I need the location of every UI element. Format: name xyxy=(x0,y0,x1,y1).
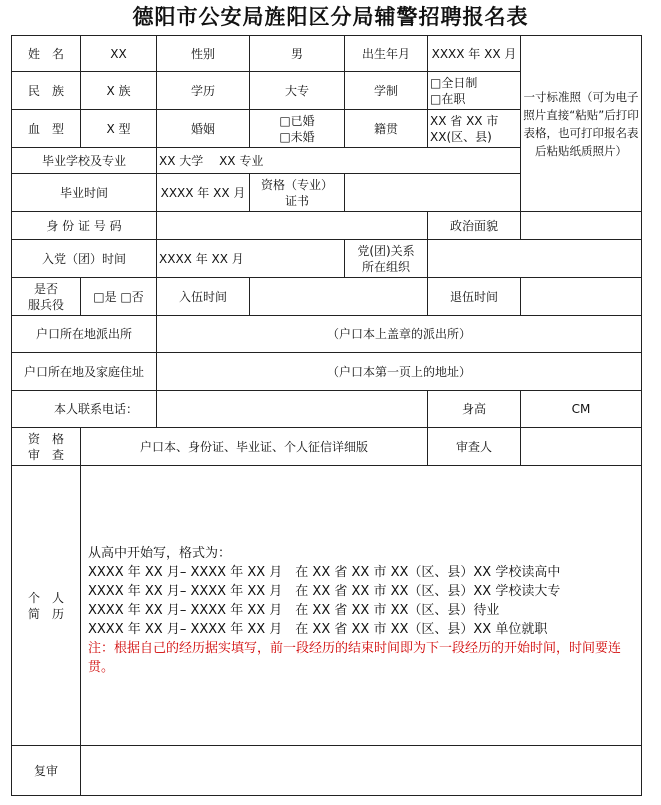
address-label: 户口所在地及家庭住址 xyxy=(12,353,157,391)
police-station-value[interactable]: （户口本上盖章的派出所） xyxy=(157,316,642,353)
parttime-checkbox[interactable]: □在职 xyxy=(430,91,466,106)
political-status-value[interactable] xyxy=(521,212,642,240)
unmarried-checkbox[interactable]: □未婚 xyxy=(279,129,315,144)
form-title: 德阳市公安局旌阳区分局辅警招聘报名表 xyxy=(132,5,529,29)
certificate-label xyxy=(250,174,345,212)
married-checkbox[interactable]: □已婚 xyxy=(279,113,315,128)
id-number-label: 身 份 证 号 码 xyxy=(12,212,157,240)
recheck-value[interactable] xyxy=(81,746,642,796)
school-label: 毕业学校及专业 xyxy=(12,148,157,174)
resume-line: XXXX 年 XX 月– XXXX 年 XX 月 在 XX 省 XX 市 XX（区、县）XX 单位就职 xyxy=(88,622,548,637)
military-label-line-1: 是否 xyxy=(33,281,58,296)
resume-label xyxy=(12,466,81,746)
resume-intro: 从高中开始写，格式为： xyxy=(88,546,232,561)
birth-label: 出生年月 xyxy=(345,36,428,72)
marriage-options[interactable] xyxy=(250,110,345,148)
phone-label: 本人联系电话： xyxy=(12,391,157,428)
qualification-review-label xyxy=(12,428,81,466)
address-value[interactable]: （户口本第一页上的地址） xyxy=(157,353,642,391)
recheck-label: 复审 xyxy=(12,746,81,796)
resume-line: XXXX 年 XX 月– XXXX 年 XX 月 在 XX 省 XX 市 XX（区、县）XX 学校读大专 xyxy=(88,584,561,599)
graduation-time-label: 毕业时间 xyxy=(12,174,157,212)
party-org-label xyxy=(345,240,428,278)
education-label: 学历 xyxy=(157,72,250,110)
resume-line: XXXX 年 XX 月– XXXX 年 XX 月 在 XX 省 XX 市 XX（区、县）待业 xyxy=(88,603,500,618)
blood-type-value[interactable]: X 型 xyxy=(81,110,157,148)
political-status-label: 政治面貌 xyxy=(428,212,521,240)
discharge-time-value[interactable] xyxy=(521,278,642,316)
party-time-value[interactable]: XXXX 年 XX 月 xyxy=(157,240,345,278)
ethnic-label: 民 族 xyxy=(12,72,81,110)
military-service-label xyxy=(12,278,81,316)
qualification-review-value: 户口本、身份证、毕业证、个人征信详细版 xyxy=(81,428,428,466)
graduation-time-value[interactable]: XXXX 年 XX 月 xyxy=(157,174,250,212)
origin-value[interactable] xyxy=(428,110,521,148)
enlist-time-label: 入伍时间 xyxy=(157,278,250,316)
police-station-label: 户口所在地派出所 xyxy=(12,316,157,353)
name-value[interactable]: XX xyxy=(81,36,157,72)
party-org-value[interactable] xyxy=(428,240,642,278)
certificate-value[interactable] xyxy=(345,174,521,212)
resume-label-line-1: 个 人 xyxy=(27,590,64,605)
military-service-options[interactable]: □是 □否 xyxy=(81,278,157,316)
study-system-label: 学制 xyxy=(345,72,428,110)
certificate-label-line-1: 资格（专业） xyxy=(260,177,333,192)
resume-label-line-2: 简 历 xyxy=(27,606,64,621)
birth-value[interactable]: XXXX 年 XX 月 xyxy=(428,36,521,72)
resume-note: 注：根据自己的经历据实填写，前一段经历的结束时间即为下一段经历的开始时间，时间要连贯。 xyxy=(88,641,622,675)
study-system-options[interactable] xyxy=(428,72,521,110)
resume-content[interactable] xyxy=(81,466,642,746)
blood-type-label: 血 型 xyxy=(12,110,81,148)
origin-line-1: XX 省 XX 市 xyxy=(430,113,499,128)
fulltime-checkbox[interactable]: □全日制 xyxy=(430,75,478,90)
party-time-label: 入党（团）时间 xyxy=(12,240,157,278)
height-label: 身高 xyxy=(428,391,521,428)
gender-value[interactable]: 男 xyxy=(250,36,345,72)
party-org-label-line-2: 所在组织 xyxy=(361,259,410,274)
school-value[interactable]: XX 大学 XX 专业 xyxy=(157,148,521,174)
qual-label-line-2: 审 查 xyxy=(27,447,64,462)
certificate-label-line-2: 证书 xyxy=(284,193,309,208)
qual-label-line-1: 资 格 xyxy=(27,431,64,446)
reviewer-value[interactable] xyxy=(521,428,642,466)
ethnic-value[interactable]: X 族 xyxy=(81,72,157,110)
id-number-value[interactable] xyxy=(157,212,428,240)
reviewer-label: 审查人 xyxy=(428,428,521,466)
discharge-time-label: 退伍时间 xyxy=(428,278,521,316)
origin-label: 籍贯 xyxy=(345,110,428,148)
resume-line: XXXX 年 XX 月– XXXX 年 XX 月 在 XX 省 XX 市 XX（区、县）XX 学校读高中 xyxy=(88,565,561,580)
gender-label: 性别 xyxy=(157,36,250,72)
enlist-time-value[interactable] xyxy=(250,278,428,316)
height-value[interactable]: CM xyxy=(521,391,642,428)
education-value[interactable]: 大专 xyxy=(250,72,345,110)
name-label: 姓 名 xyxy=(12,36,81,72)
phone-value[interactable] xyxy=(157,391,428,428)
photo-placeholder[interactable]: 一寸标准照（可为电子照片直接“粘贴”后打印表格，也可打印报名表后粘贴纸质照片） xyxy=(521,36,642,212)
origin-line-2: XX(区、县) xyxy=(430,129,492,144)
registration-form-table xyxy=(11,35,642,796)
party-org-label-line-1: 党(团)关系 xyxy=(357,243,415,258)
marriage-label: 婚姻 xyxy=(157,110,250,148)
military-label-line-2: 服兵役 xyxy=(27,297,64,312)
